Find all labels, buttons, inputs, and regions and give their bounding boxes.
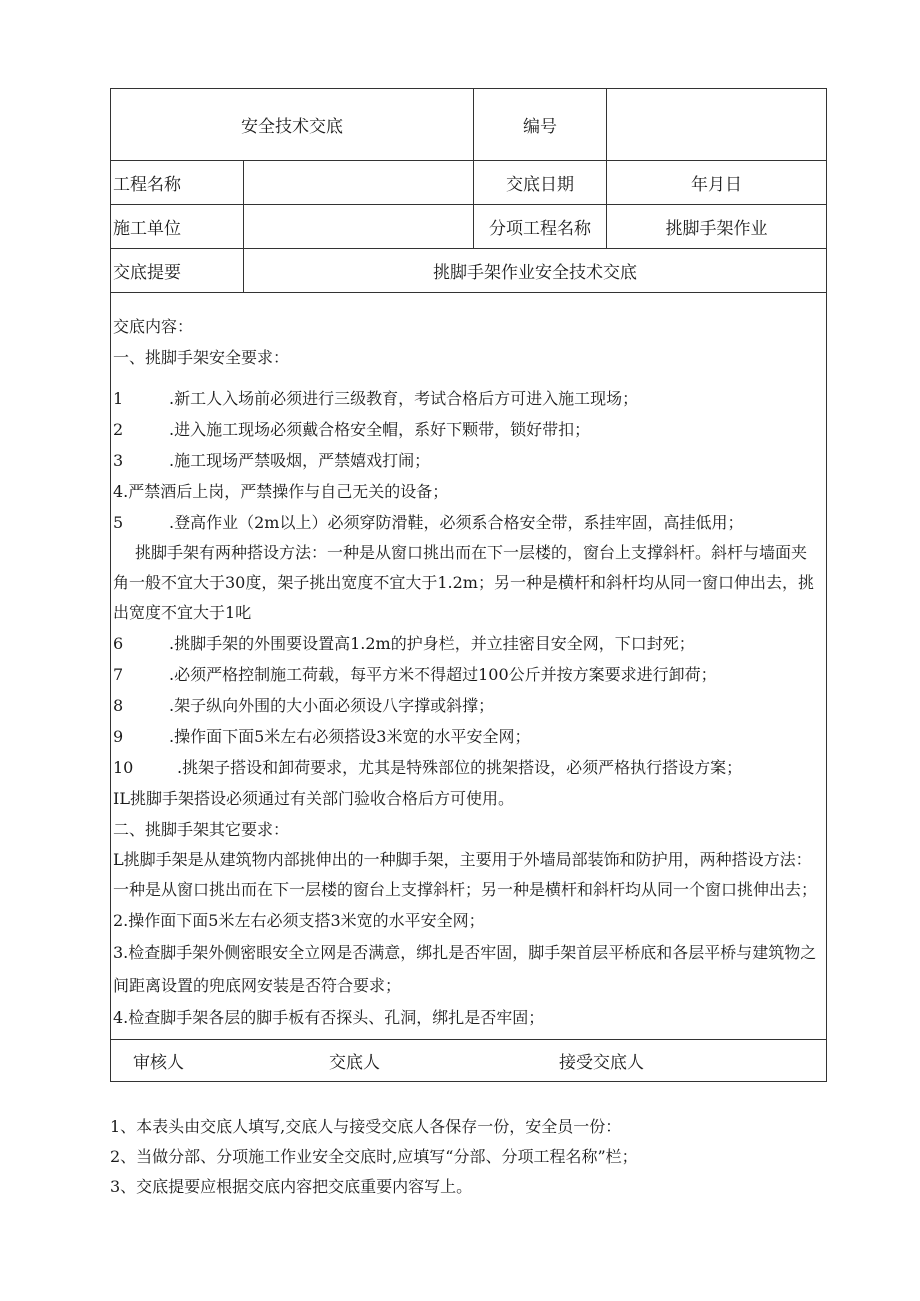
date-value: 年月日 (607, 161, 827, 205)
summary-label: 交底提要 (111, 249, 244, 293)
list-item (113, 507, 822, 538)
item-number: 3 (113, 451, 124, 470)
item-text: .施工现场严禁吸烟，严禁嬉戏打闹； (169, 451, 431, 470)
footnote: 2、当做分部、分项施工作业安全交底时,应填写“分部、分项工程名称”栏； (110, 1147, 638, 1166)
footnotes (110, 1112, 826, 1202)
list-item (113, 659, 822, 690)
unit-label: 施工单位 (111, 205, 244, 249)
list-item: 4.严禁酒后上岗，严禁操作与自己无关的设备； (113, 482, 449, 501)
list-item: L挑脚手架是从建筑物内部挑伸出的一种脚手架，主要用于外墙局部装饰和防护用，两种搭设方法：一种是从窗口挑出而在下一层楼的窗台上支撑斜杆；另一种是横杆和斜杆均从同一个窗口挑伸出去； (113, 850, 818, 899)
project-name-value (244, 161, 474, 205)
project-name-label: 工程名称 (111, 161, 244, 205)
date-label: 交底日期 (474, 161, 607, 205)
content-heading: 交底内容： (113, 317, 194, 336)
item-text: .进入施工现场必须戴合格安全帽，系好下颗带，锁好带扣； (169, 420, 591, 439)
item-number: 8 (113, 696, 124, 715)
subproject-value: 挑脚手架作业 (607, 205, 827, 249)
summary-value: 挑脚手架作业安全技术交底 (244, 249, 827, 293)
section2-title: 二、挑脚手架其它要求： (113, 820, 290, 839)
item-text: .挑脚手架的外围要设置高1.2m的护身栏，并立挂密目安全网，下口封死； (169, 634, 695, 653)
signature-row (111, 1040, 827, 1082)
list-item (113, 628, 822, 659)
list-item: 2.操作面下面5米左右必须支搭3米宽的水平安全网； (113, 911, 485, 930)
list-item (113, 752, 822, 783)
receiver-label: 接受交底人 (559, 1053, 644, 1073)
item-number: 7 (113, 665, 124, 684)
discloser-label: 交底人 (329, 1053, 380, 1073)
item-number: 1 (113, 389, 124, 408)
item-number: 9 (113, 727, 124, 746)
number-label: 编号 (474, 89, 607, 161)
item-number: 6 (113, 634, 124, 653)
item-number: 5 (113, 513, 124, 532)
item-text: .新工人入场前必须进行三级教育，考试合格后方可进入施工现场； (169, 389, 639, 408)
unit-value (244, 205, 474, 249)
footnote: 1、本表头由交底人填写,交底人与接受交底人各保存一份，安全员一份： (110, 1117, 622, 1136)
list-item: 4.检查脚手架各层的脚手板有否探头、孔洞，绑扎是否牢固； (113, 1008, 545, 1027)
list-item (113, 445, 822, 476)
item-text: .挑架子搭设和卸荷要求，尤其是特殊部位的挑架搭设，必须严格执行搭设方案； (177, 758, 743, 777)
footnote: 3、交底提要应根据交底内容把交底重要内容写上。 (110, 1177, 473, 1196)
list-item (113, 690, 822, 721)
item-number: 10 (113, 758, 134, 777)
list-item (113, 414, 822, 445)
disclosure-form (110, 88, 827, 1082)
content-cell (111, 293, 827, 1040)
item-number: 2 (113, 420, 124, 439)
item-text: .架子纵向外围的大小面必须设八字撑或斜撑； (169, 696, 495, 715)
list-item: 3.检查脚手架外侧密眼安全立网是否满意，绑扎是否牢固，脚手架首层平桥底和各层平桥与建筑物之间距离设置的兜底网安装是否符合要求； (113, 943, 817, 995)
item-text: .操作面下面5米左右必须搭设3米宽的水平安全网； (169, 727, 531, 746)
subproject-label: 分项工程名称 (474, 205, 607, 249)
list-item (113, 383, 822, 414)
list-item: IL挑脚手架搭设必须通过有关部门验收合格后方可使用。 (113, 789, 514, 808)
section1-title: 一、挑脚手架安全要求： (113, 348, 290, 367)
method-paragraph: 挑脚手架有两种搭设方法：一种是从窗口挑出而在下一层楼的，窗台上支撑斜杆。斜杆与墙面夹角一般不宜大于30度，架子挑出宽度不宜大于1.2m；另一种是横杆和斜杆均从同一窗口伸出去，挑出宽度不宜大于1叱 (113, 543, 814, 622)
reviewer-label: 审核人 (133, 1053, 184, 1073)
list-item (113, 721, 822, 752)
item-text: .登高作业（2m以上）必须穿防滑鞋，必须系合格安全带，系挂牢固，高挂低用； (169, 513, 744, 532)
form-title: 安全技术交底 (111, 89, 474, 161)
item-text: .必须严格控制施工荷载，每平方米不得超过100公斤并按方案要求进行卸荷； (169, 665, 717, 684)
number-value (607, 89, 827, 161)
